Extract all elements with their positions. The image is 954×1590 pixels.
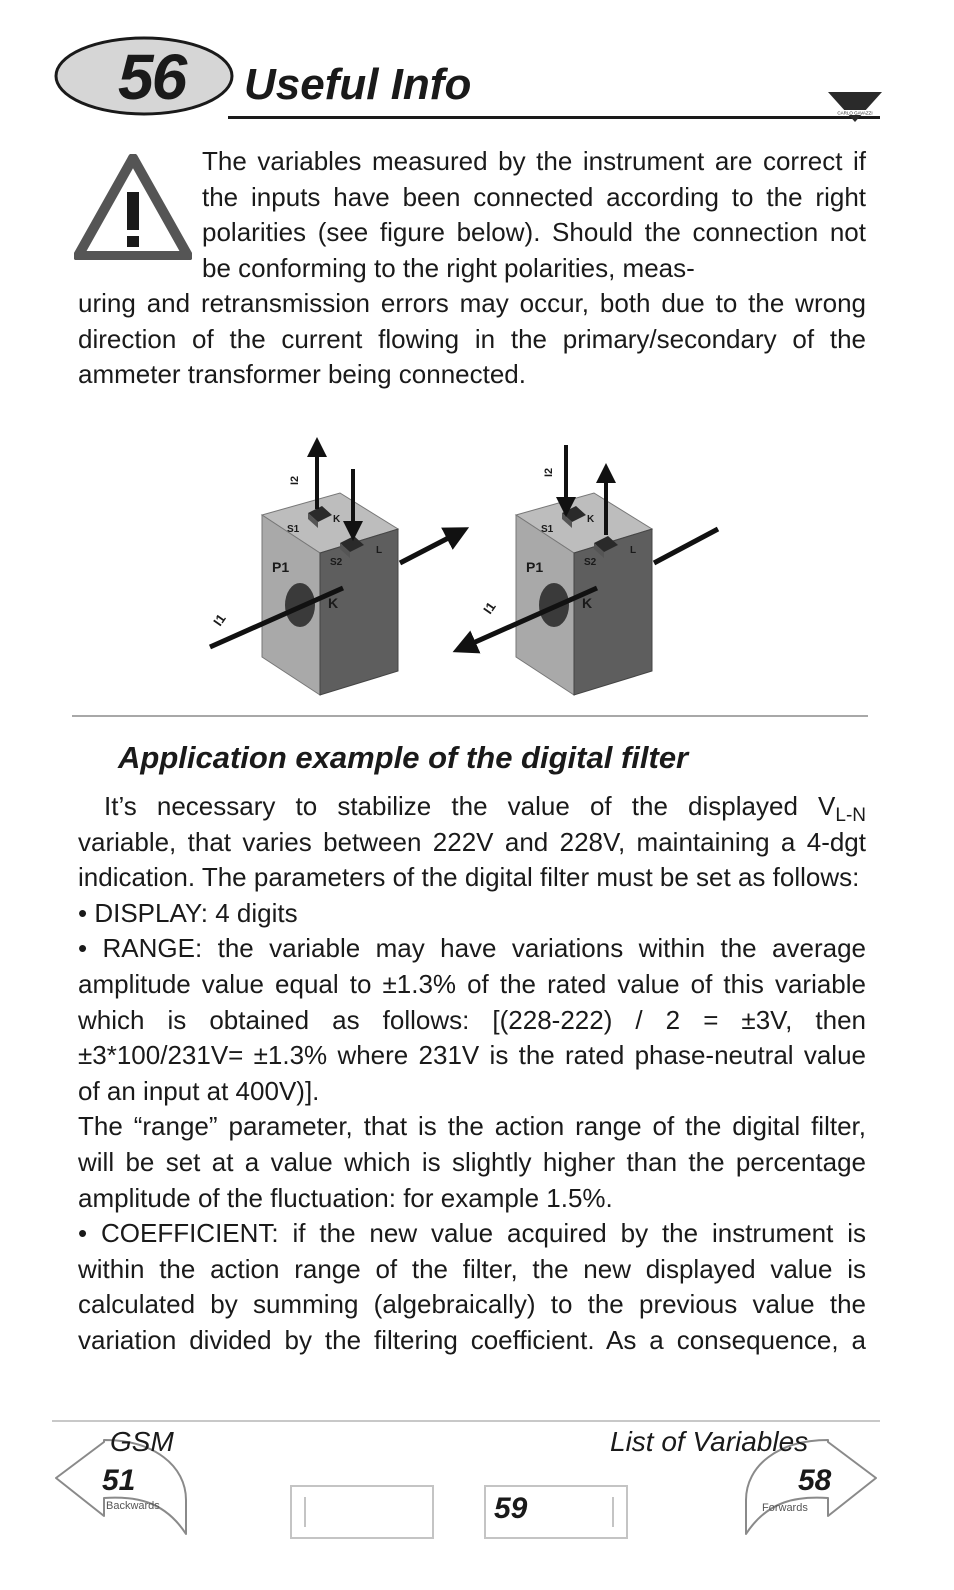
next-section-link[interactable]: List of Variables (610, 1426, 809, 1457)
label-k-primary: K (582, 595, 593, 611)
bullet-coefficient: • COEFFICIENT: if the new value acquired by the instrument is within the action range of the filter, the new displayed value is calculated by summing (algebraically) to the previous value the variation divided by the filtering coefficient. As a consequence, a (78, 1218, 866, 1355)
range-paragraph: The “range” parameter, that is the action range of the digital filter, will be set at a value which is slightly higher than the percentage amplitude of the fluctuation: for example 1.5%. (78, 1111, 866, 1213)
intro-line (78, 789, 866, 825)
brand-logo-text: CARLO GAVAZZI (837, 110, 873, 116)
label-i1: I1 (210, 611, 229, 629)
label-i2: I2 (289, 475, 301, 485)
header-rule (228, 116, 880, 119)
ct-polarity-figure (200, 435, 730, 700)
application-body (78, 789, 866, 1359)
label-k-primary: K (328, 595, 339, 611)
ct-block-right (464, 445, 718, 695)
warning-text-beside-icon: The variables measured by the instrument are correct if the inputs have been connected according to the right polarities (see figure below). Should the connection not be conforming to the right polarities, meas- (202, 146, 866, 283)
label-l-terminal: L (376, 545, 383, 556)
subsection-heading: Application example of the digital filter (118, 740, 689, 775)
section-title: Useful Info (244, 60, 472, 109)
label-s1: S1 (287, 524, 300, 535)
page-number: 56 (118, 41, 186, 113)
intro-text: It’s necessary to stabilize the value of the displayed V (104, 791, 836, 821)
warning-text-below-icon: uring and retransmission errors may occur, both due to the wrong direction of the current flowing in the primary/secondary of the ammeter transformer being connected. (78, 288, 866, 389)
warning-icon (74, 154, 192, 260)
label-s2: S2 (330, 557, 343, 568)
section-divider (72, 715, 868, 717)
label-k-terminal: K (333, 514, 341, 525)
prev-section-link[interactable]: GSM (110, 1426, 174, 1457)
label-s2: S2 (584, 557, 597, 568)
label-k-terminal: K (587, 514, 595, 525)
page-field-left (290, 1485, 434, 1539)
backwards-label: Backwards (106, 1500, 160, 1512)
label-i2: I2 (543, 467, 555, 477)
bullet-range: • RANGE: the variable may have variations within the average amplitude value equal to ±1.3% of the rated value of this variable which is obtained as follows: [(228-222) / 2 = ±3V, then ±3*100/231V= ±1.3% where 231V is the rated phase-neutral value of an input at 400V)]. (78, 933, 866, 1106)
forwards-label: Forwards (762, 1502, 808, 1514)
brand-logo (828, 92, 882, 122)
current-page-number: 59 (494, 1492, 528, 1525)
bullet-display: • DISPLAY: 4 digits (78, 897, 298, 928)
label-i1: I1 (480, 599, 499, 617)
footer-rule (52, 1420, 880, 1422)
intro-continuation: variable, that varies between 222V and 228V, maintaining a 4-dgt indication. The parameters of the digital filter must be set as follows: (78, 826, 866, 893)
label-s1: S1 (541, 524, 554, 535)
label-l-terminal: L (630, 545, 637, 556)
ct-block-left (210, 447, 458, 695)
next-page-number[interactable]: 58 (798, 1464, 832, 1497)
prev-page-number[interactable]: 51 (102, 1464, 136, 1497)
intro-subscript: L-N (835, 805, 866, 826)
label-p1: P1 (272, 559, 290, 575)
label-p1: P1 (526, 559, 544, 575)
